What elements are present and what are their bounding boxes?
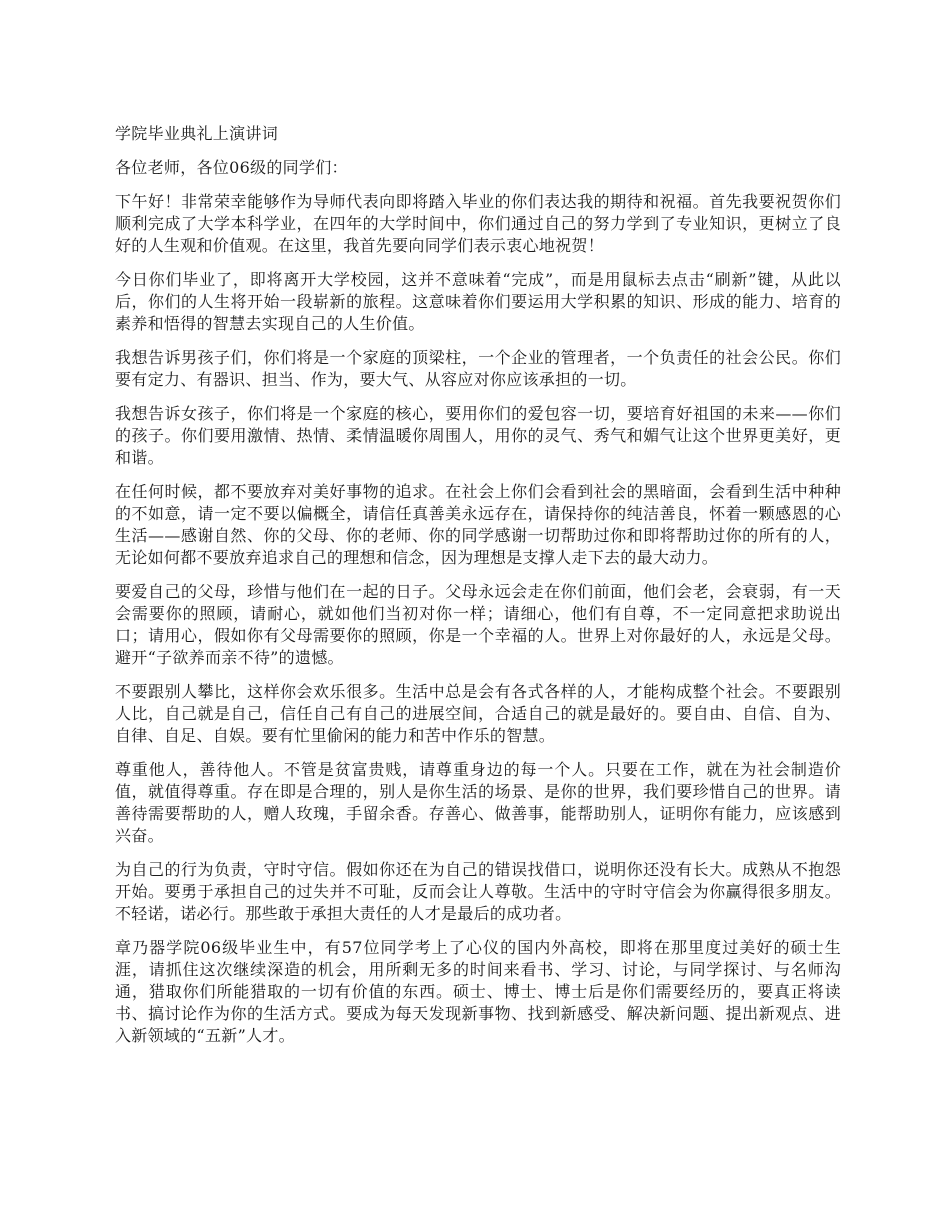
document-title: 学院毕业典礼上演讲词 (115, 124, 279, 143)
paragraph-10: 章乃器学院06级毕业生中，有57位同学考上了心仪的国内外高校，即将在那里度过美好的硕士生涯，请抓住这次继续深造的机会，用所剩无多的时间来看书、学习、讨论，与同学探讨、与名师沟通，猎取你们所能猎取的一切有价值的东西。硕士、博士、博士后是你们需要经历的，要真正将读书、搞讨论作为你的生活方式。要成为每天发现新事物、找到新感受、解决新问题、提出新观点、进入新领域的“五新”人才。 (115, 938, 841, 1045)
greeting: 各位老师，各位06级的同学们： (115, 158, 348, 177)
paragraph-7: 不要跟别人攀比，这样你会欢乐很多。生活中总是会有各式各样的人，才能构成整个社会。不要跟别人比，自己就是自己，信任自己有自己的进展空间，合适自己的就是最好的。要自由、自信、自为、自律、自足、自娱。要有忙里偷闲的能力和苦中作乐的智慧。 (115, 682, 841, 745)
paragraph-8: 尊重他人，善待他人。不管是贫富贵贱，请尊重身边的每一个人。只要在工作，就在为社会制造价值，就值得尊重。存在即是合理的，别人是你生活的场景、是你的世界，我们要珍惜自己的世界。请善待需要帮助的人，赠人玫瑰，手留余香。存善心、做善事，能帮助别人，证明你有能力，应该感到兴奋。 (115, 760, 841, 845)
paragraph-9: 为自己的行为负责，守时守信。假如你还在为自己的错误找借口，说明你还没有长大。成熟从不抱怨开始。要勇于承担自己的过失并不可耻，反而会让人尊敬。生活中的守时守信会为你赢得很多朋友。不轻诺，诺必行。那些敢于承担大责任的人才是最后的成功者。 (115, 860, 841, 923)
paragraph-3: 我想告诉男孩子们，你们将是一个家庭的顶梁柱，一个企业的管理者，一个负责任的社会公民。你们要有定力、有器识、担当、作为，要大气、从容应对你应该承担的一切。 (115, 348, 841, 389)
paragraph-5: 在任何时候，都不要放弃对美好事物的追求。在社会上你们会看到社会的黑暗面，会看到生活中种种的不如意，请一定不要以偏概全，请信任真善美永远存在，请保持你的纯洁善良，怀着一颗感恩的心生活——感谢自然、你的父母、你的老师、你的同学感谢一切帮助过你和即将帮助过你的所有的人，无论如何都不要放弃追求自己的理想和信念，因为理想是支撑人走下去的最大动力。 (115, 482, 841, 567)
paragraph-2: 今日你们毕业了，即将离开大学校园，这并不意味着“完成”，而是用鼠标去点击“刷新”键，从此以后，你们的人生将开始一段崭新的旅程。这意味着你们要运用大学积累的知识、形成的能力、培育的素养和悟得的智慧去实现自己的人生价值。 (115, 270, 841, 333)
document-page (115, 123, 841, 1059)
paragraph-1: 下午好！非常荣幸能够作为导师代表向即将踏入毕业的你们表达我的期待和祝福。首先我要祝贺你们顺利完成了大学本科学业，在四年的大学时间中，你们通过自己的努力学到了专业知识，更树立了良好的人生观和价值观。在这里，我首先要向同学们表示衷心地祝贺！ (115, 192, 841, 255)
paragraph-6: 要爱自己的父母，珍惜与他们在一起的日子。父母永远会走在你们前面，他们会老，会衰弱，有一天会需要你的照顾，请耐心，就如他们当初对你一样；请细心，他们有自尊，不一定同意把求助说出口；请用心，假如你有父母需要你的照顾，你是一个幸福的人。世界上对你最好的人，永远是父母。避开“子欲养而亲不待”的遗憾。 (115, 582, 841, 667)
paragraph-4: 我想告诉女孩子，你们将是一个家庭的核心，要用你们的爱包容一切，要培育好祖国的未来——你们的孩子。你们要用激情、热情、柔情温暖你周围人，用你的灵气、秀气和媚气让这个世界更美好，更和谐。 (115, 404, 841, 467)
